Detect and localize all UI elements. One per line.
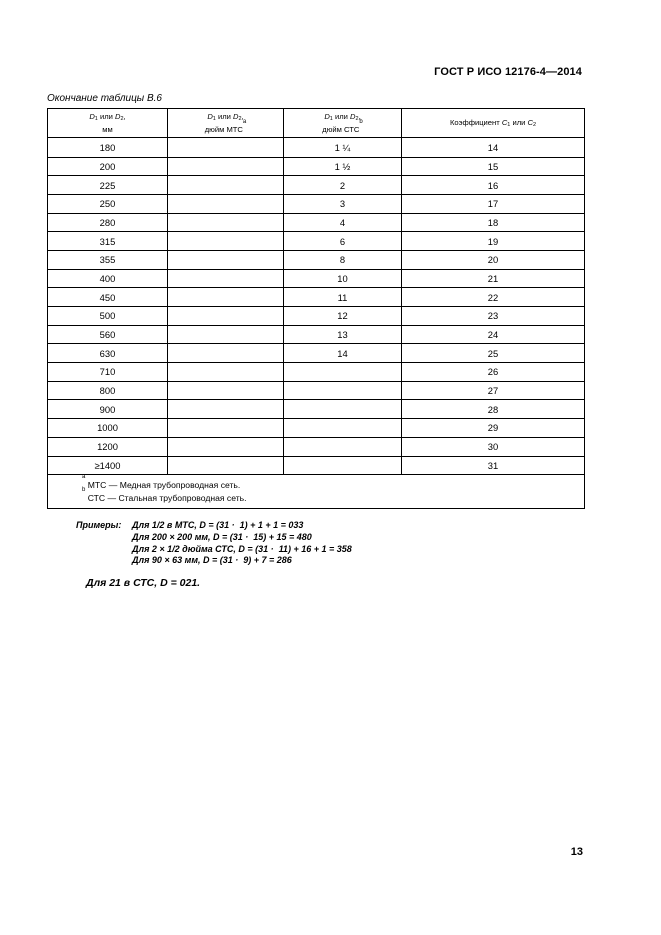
example-line: Для 90 × 63 мм, D = (31 · 9) + 7 = 286	[132, 555, 292, 566]
standard-id: ГОСТ Р ИСО 12176-4—2014	[434, 66, 582, 78]
page-number: 13	[570, 846, 583, 858]
table-row: 225 2 16	[48, 176, 585, 195]
table-row: 1200 30	[48, 437, 585, 456]
coefficient-table	[47, 108, 585, 509]
table-footnotes	[48, 475, 585, 509]
footnote-mark-b: b	[359, 119, 363, 125]
examples-label: Примеры:	[76, 520, 122, 530]
table-row: 1000 29	[48, 419, 585, 438]
example-line: Для 200 × 200 мм, D = (31 · 15) + 15 = 480	[132, 531, 312, 542]
table-row: 710 26	[48, 363, 585, 382]
extra-example: Для 21 в СТС, D = 021.	[86, 577, 201, 589]
table-caption: Окончание таблицы В.6	[47, 93, 162, 104]
header-coefficient: Коэффициент C1 или C2	[402, 109, 585, 138]
table-row: 355 8 20	[48, 250, 585, 269]
table-row: 180 1 ¼ 14	[48, 138, 585, 158]
header-mm: D1 или D2, мм	[48, 109, 168, 138]
examples-block	[76, 520, 352, 567]
table-row: 500 12 23	[48, 307, 585, 326]
footnote-b: $^b$ СТС — Стальная трубопроводная сеть.	[82, 487, 247, 504]
table-row: 200 1 ½ 15	[48, 157, 585, 176]
table-row: 400 10 21	[48, 269, 585, 288]
table-row: 800 27	[48, 381, 585, 400]
table-row: 250 3 17	[48, 194, 585, 213]
footnote-mark-a: a	[242, 119, 247, 125]
table-row: 280 4 18	[48, 213, 585, 232]
table-row: ≥1400 31	[48, 456, 585, 475]
table-row: 315 6 19	[48, 232, 585, 251]
header-mts: D1 или D2, дюйм МТС$^a$	[168, 109, 284, 138]
table-row: 560 13 24	[48, 325, 585, 344]
table-row: 900 28	[48, 400, 585, 419]
table-header-row	[48, 109, 585, 138]
example-line: Примеры: Для 1/2 в МТС, D = (31 · 1) + 1 + 1 = 033	[76, 520, 304, 530]
header-sts: D1 или D2, дюйм СТС$^b$	[284, 109, 402, 138]
table-row: 450 11 22	[48, 288, 585, 307]
example-line: Для 2 × 1/2 дюйма СТС, D = (31 · 11) + 16 + 1 = 358	[132, 543, 352, 554]
table-row: 630 14 25	[48, 344, 585, 363]
table-footnotes-row	[48, 475, 585, 509]
footnote-a: $^a$ МТС — Медная трубопроводная сеть.	[82, 474, 241, 491]
